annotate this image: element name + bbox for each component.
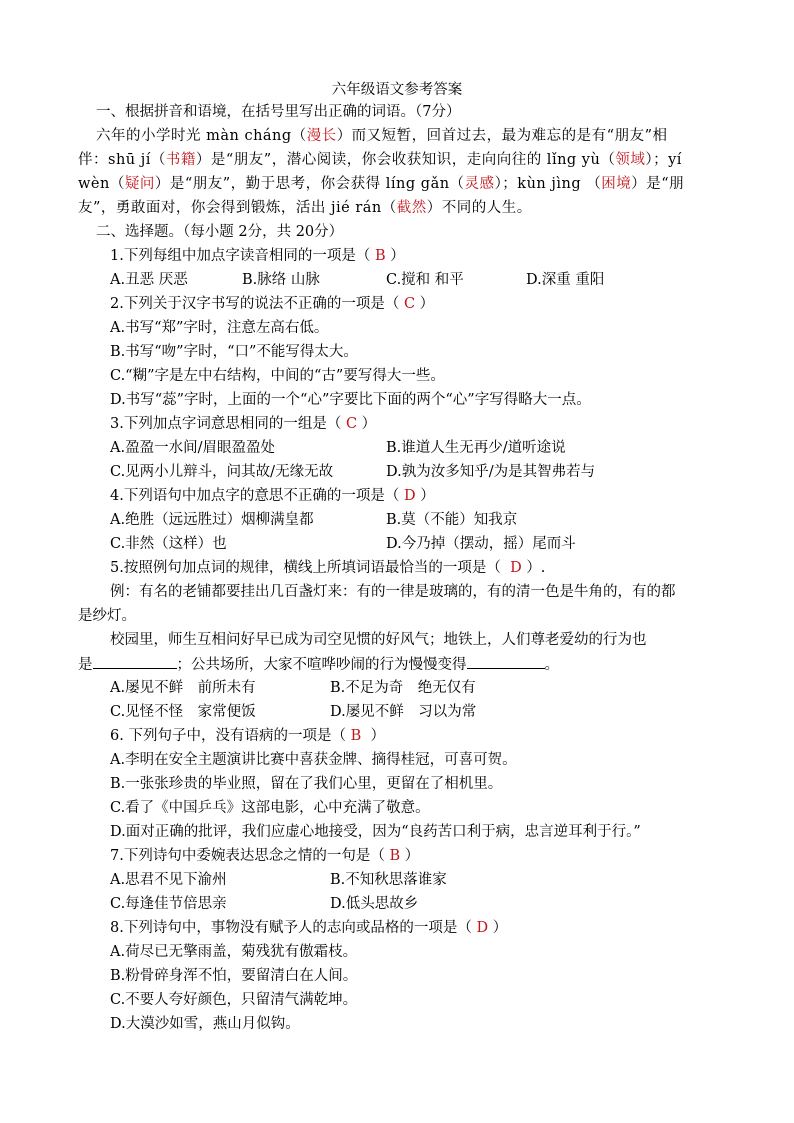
q2-option-b: B.书写“吻”字时，“口”不能写得太大。 xyxy=(110,344,358,360)
q5-option-c: C.见怪不怪 家常便饭 xyxy=(110,704,256,720)
q8-option-a: A.荷尽已无擎雨盖，菊残犹有傲霜枝。 xyxy=(110,944,358,960)
stem-end: ） xyxy=(390,248,405,264)
q8-option-b: B.粉骨碎身浑不怕，要留清白在人间。 xyxy=(110,968,358,984)
q6-option-a: A.李明在安全主题演讲比赛中喜获金牌、摘得桂冠，可喜可贺。 xyxy=(110,752,517,768)
stem: 2.下列关于汉字书写的说法不正确的一项是（ xyxy=(110,296,400,312)
answer-letter: B xyxy=(374,248,386,264)
text: ）是“朋友”，潜心阅读，你会收获知识，走向向往的 lǐng yù（ xyxy=(195,152,616,168)
q5-example-line-1: 例：有名的老铺都要挂出几百盏灯来：有的一律是玻璃的，有的清一色是牛角的，有的都 xyxy=(110,584,676,600)
q4-option-a: A.绝胜（远远胜过）烟柳满皇都 xyxy=(110,512,314,528)
q7-option-c: C.每逢佳节倍思亲 xyxy=(110,896,227,912)
answer-word: 灵感 xyxy=(464,176,495,192)
text: ）；kùn jìng （ xyxy=(494,176,602,192)
question-8-stem xyxy=(110,918,507,938)
q3-option-c: C.见两小儿辩斗，问其故/无缘无故 xyxy=(110,464,334,480)
question-1-stem xyxy=(110,246,405,266)
section1-line-4 xyxy=(78,198,532,218)
text: ）不同的人生。 xyxy=(426,200,532,216)
section1-heading: 一、根据拼音和语境，在括号里写出正确的词语。（7分） xyxy=(96,104,461,120)
stem: 7.下列诗句中委婉表达思念之情的一句是（ xyxy=(110,848,385,864)
answer-letter: C xyxy=(345,416,358,432)
q4-option-c: C.非然（这样）也 xyxy=(110,536,227,552)
q8-option-c: C.不要人夸好颜色，只留清气满乾坤。 xyxy=(110,992,358,1008)
stem: 4.下列语句中加点字的意思不正确的一项是（ xyxy=(110,488,400,504)
text: ）；yí xyxy=(645,152,682,168)
q3-option-b: B.谁道人生无再少/道听途说 xyxy=(386,440,566,456)
q6-option-d: D.面对正确的批评，我们应虚心地接受，因为“良药苦口利于病，忠言逆耳利于行。” xyxy=(110,824,641,840)
text: ）是“朋 xyxy=(631,176,685,192)
q4-option-b: B.莫（不能）知我京 xyxy=(386,512,518,528)
question-4-stem xyxy=(110,486,435,506)
answer-word: 疑问 xyxy=(124,176,155,192)
stem-end: ） xyxy=(419,296,435,312)
q7-option-b: B.不知秋思落谁家 xyxy=(330,872,447,888)
q5-option-b: B.不足为奇 绝无仅有 xyxy=(330,680,476,696)
text: ；公共场所，大家不喧哗吵闹的行为慢慢变得 xyxy=(176,657,467,673)
stem-end: ） xyxy=(404,848,420,864)
q2-option-c: C.“糊”字是左中右结构，中间的“古”要写得大一些。 xyxy=(110,368,445,384)
question-7-stem xyxy=(110,846,419,866)
answer-word: 困境 xyxy=(601,176,632,192)
answer-word: 领域 xyxy=(615,152,646,168)
section1-line-2 xyxy=(78,150,682,170)
text: wèn（ xyxy=(78,176,125,192)
text: 。 xyxy=(544,657,559,673)
question-2-stem xyxy=(110,294,434,314)
stem-end: ）. xyxy=(526,560,546,576)
q1-option-b: B.脉络 山脉 xyxy=(242,272,320,288)
q5-body-line-1: 校园里，师生互相问好早已成为司空见惯的好风气；地铁上，人们尊老爱幼的行为也 xyxy=(110,632,647,648)
stem-end: ） xyxy=(361,416,377,432)
q6-option-b: B.一张张珍贵的毕业照，留在了我们心里，更留在了相机里。 xyxy=(110,776,503,792)
text: 伴：shū jí（ xyxy=(78,152,166,168)
stem: 3.下列加点字词意思相同的一组是（ xyxy=(110,416,342,432)
fill-blank-1[interactable] xyxy=(93,654,177,669)
stem: 1.下列每组中加点字读音相同的一项是（ xyxy=(110,248,371,264)
q3-option-a: A.盈盈一水间/眉眼盈盈处 xyxy=(110,440,275,456)
q3-option-d: D.孰为汝多知乎/为是其智弗若与 xyxy=(386,464,596,480)
answer-letter: D xyxy=(403,488,416,504)
q5-option-a: A.屡见不鲜 前所未有 xyxy=(110,680,256,696)
fill-blank-2[interactable] xyxy=(467,654,545,669)
text: 六年的小学时光 màn cháng（ xyxy=(96,128,307,144)
q5-example-line-2: 是纱灯。 xyxy=(78,608,136,624)
section1-line-1 xyxy=(96,126,668,146)
q6-option-c: C.看了《中国乒乓》这部电影，心中充满了敬意。 xyxy=(110,800,430,816)
q1-option-a: A.丑恶 厌恶 xyxy=(110,272,188,288)
question-3-stem xyxy=(110,414,376,434)
q5-body-line-2 xyxy=(78,654,559,675)
answer-word: 截然 xyxy=(396,200,427,216)
answer-letter: D xyxy=(510,560,522,576)
text: ）是“朋友”，勤于思考，你会获得 líng gǎn（ xyxy=(154,176,465,192)
q1-option-d: D.深重 重阳 xyxy=(526,272,605,288)
section2-heading: 二、选择题。（每小题 2分，共 20分） xyxy=(96,224,344,240)
question-5-stem xyxy=(110,558,545,578)
answer-letter: B xyxy=(389,848,401,864)
q7-option-a: A.思君不见下渝州 xyxy=(110,872,227,888)
q4-option-d: D.今乃掉（摆动，摇）尾而斗 xyxy=(386,536,576,552)
answer-letter: D xyxy=(476,920,489,936)
page-title: 六年级语文参考答案 xyxy=(331,82,463,98)
q2-option-d: D.书写“蕊”字时，上面的一个“心”字要比下面的两个“心”字写得略大一点。 xyxy=(110,392,591,408)
section1-line-3 xyxy=(78,174,684,194)
question-6-stem xyxy=(110,726,385,746)
q8-option-d: D.大漠沙如雪，燕山月似钩。 xyxy=(110,1016,300,1032)
stem-end: ） xyxy=(420,488,435,504)
answer-word: 书籍 xyxy=(165,152,196,168)
stem: 5.按照例句加点词的规律，横线上所填词语最恰当的一项是（ xyxy=(110,560,501,576)
answer-word: 漫长 xyxy=(306,128,337,144)
text: 是 xyxy=(78,657,93,673)
answer-letter: B xyxy=(350,728,362,744)
q2-option-a: A.书写“郑”字时，注意左高右低。 xyxy=(110,320,329,336)
q5-option-d: D.屡见不鲜 习以为常 xyxy=(330,704,477,720)
stem-end: ） xyxy=(370,728,385,744)
q1-option-c: C.搅和 和平 xyxy=(386,272,464,288)
stem: 8.下列诗句中，事物没有赋予人的志向或品格的一项是（ xyxy=(110,920,472,936)
q7-option-d: D.低头思故乡 xyxy=(330,896,419,912)
text: 友”，勇敢面对，你会得到锻炼，活出 jié rán（ xyxy=(78,200,397,216)
answer-letter: C xyxy=(403,296,416,312)
stem: 6. 下列句子中，没有语病的一项是（ xyxy=(110,728,346,744)
text: ）而又短暂，回首过去，最为难忘的是有“朋友”相 xyxy=(336,128,668,144)
stem-end: ） xyxy=(492,920,508,936)
